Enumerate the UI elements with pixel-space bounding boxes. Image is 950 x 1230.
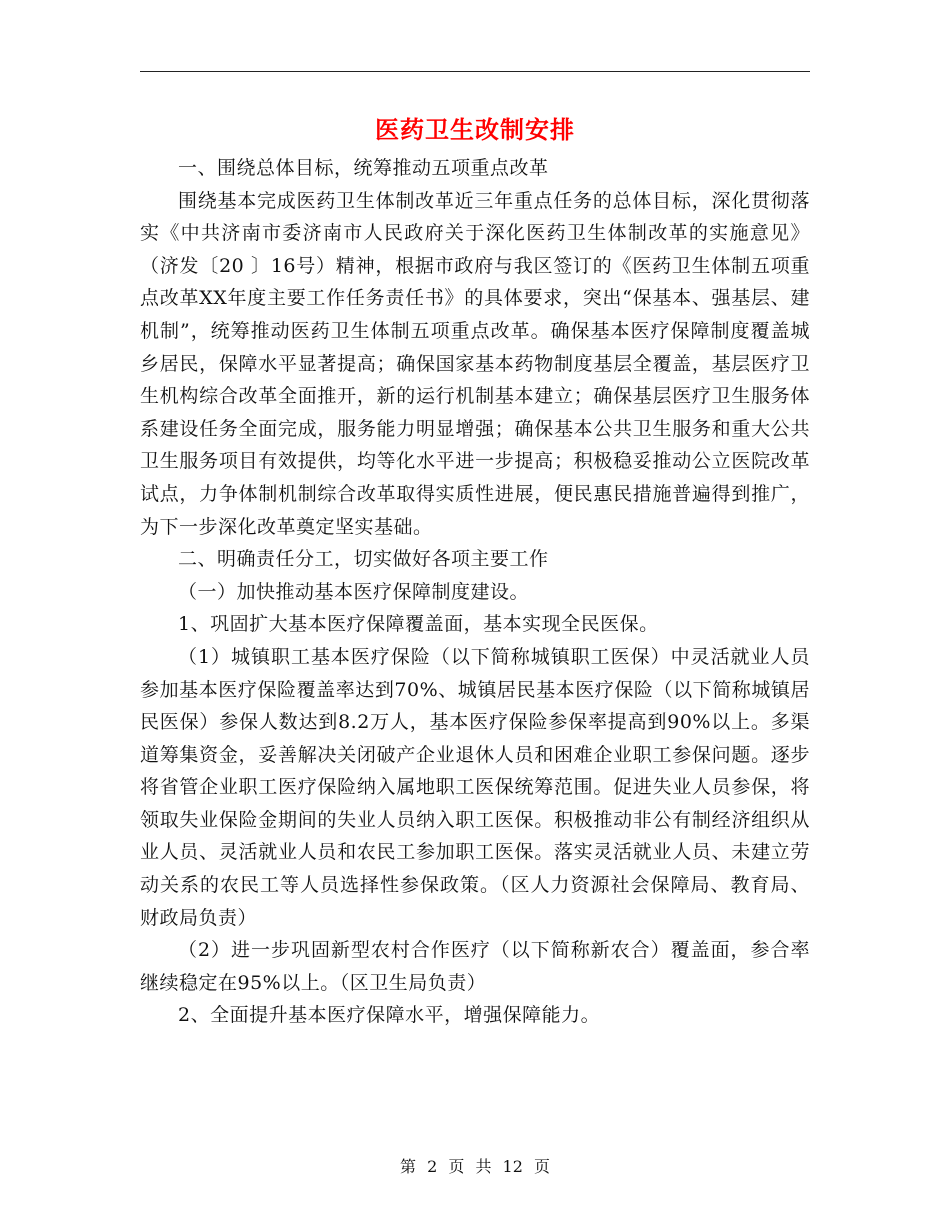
body-paragraph: 围绕基本完成医药卫生体制改革近三年重点任务的总体目标，深化贯彻落实《中共济南市委济南市人民政府关于深化医药卫生体制改革的实施意见》（济发〔20 〕16号）精神，根据市政府与我区签订的《医药卫生体制五项重点改革XX年度主要工作任务责任书》的具体要求，突出“保基本、强基层、建机制”，统筹推动医药卫生体制五项重点改革。确保基本医疗保障制度覆盖城乡居民，保障水平显著提高；确保国家基本药物制度基层全覆盖，基层医疗卫生机构综合改革全面推开，新的运行机制基本建立；确保基层医疗卫生服务体系建设任务全面完成，服务能力明显增强；确保基本公共卫生服务和重大公共卫生服务项目有效提供，均等化水平进一步提高；积极稳妥推动公立医院改革试点，力争体制机制综合改革取得实质性进展，便民惠民措施普遍得到推广，为下一步深化改革奠定坚实基础。 (140, 189, 810, 538)
subsection-heading: （一）加快推动基本医疗保障制度建设。 (178, 580, 530, 603)
section-heading-1: 一、围绕总体目标，统筹推动五项重点改革 (178, 157, 549, 179)
header-rule (140, 71, 810, 72)
body-paragraph: （2）进一步巩固新型农村合作医疗（以下简称新农合）覆盖面，参合率继续稳定在95%以上。（区卫生局负责） (140, 939, 810, 994)
section-heading-2: 二、明确责任分工，切实做好各项主要工作 (178, 548, 549, 571)
item-heading-1: 1、巩固扩大基本医疗保障覆盖面，基本实现全民医保。 (178, 613, 659, 636)
document-title: 医药卫生改制安排 (375, 116, 575, 144)
item-heading-2: 2、全面提升基本医疗保障水平，增强保障能力。 (178, 1004, 601, 1027)
body-paragraph: （1）城镇职工基本医疗保险（以下简称城镇职工医保）中灵活就业人员参加基本医疗保险覆盖率达到70%、城镇居民基本医疗保险（以下简称城镇居民医保）参保人数达到8.2万人，基本医疗保险参保率提高到90%以上。多渠道筹集资金，妥善解决关闭破产企业退休人员和困难企业职工参保问题。逐步将省管企业职工医疗保险纳入属地职工医保统筹范围。促进失业人员参保，将领取失业保险金期间的失业人员纳入职工医保。积极推动非公有制经济组织从业人员、灵活就业人员和农民工参加职工医保。落实灵活就业人员、未建立劳动关系的农民工等人员选择性参保政策。（区人力资源社会保障局、教育局、财政局负责） (140, 645, 810, 929)
document-body (140, 152, 810, 1032)
page-number-footer: 第 2 页 共 12 页 (400, 1157, 550, 1176)
